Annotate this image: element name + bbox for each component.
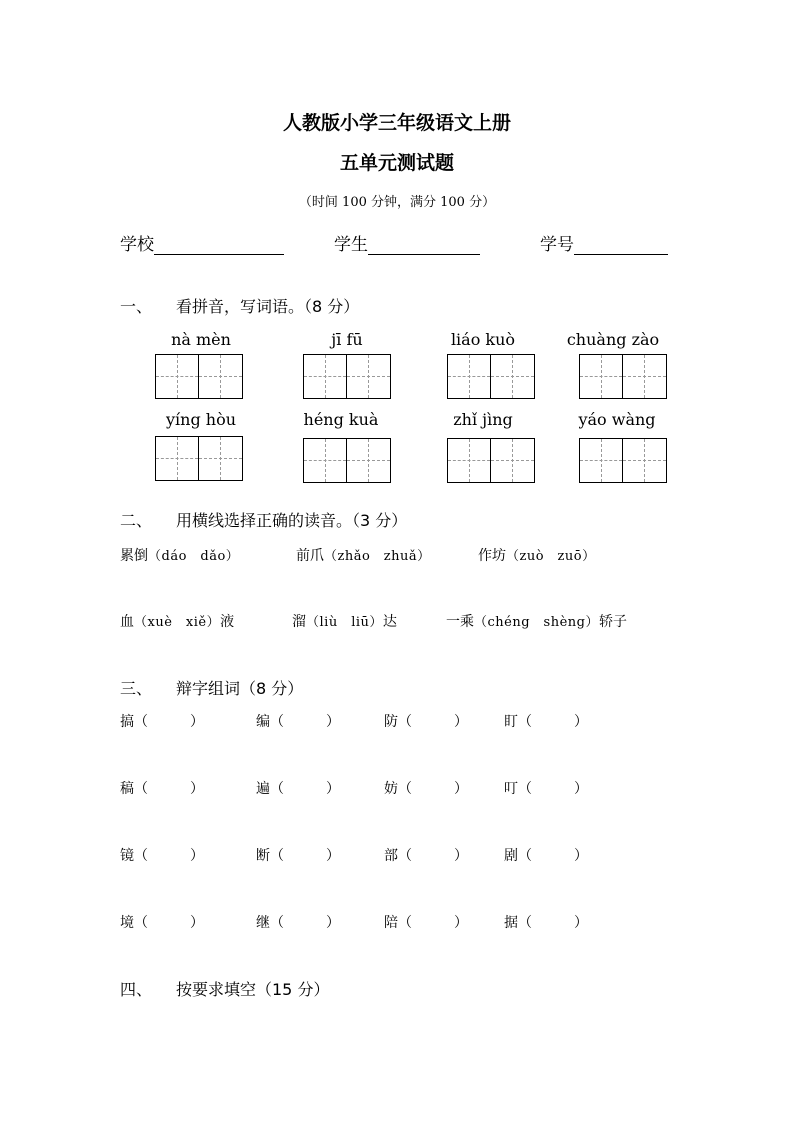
tianzige-box[interactable]: [303, 354, 391, 399]
word-group-item[interactable]: 盯（ ）: [504, 714, 588, 730]
page-title: 人教版小学三年级语文上册: [282, 112, 511, 134]
pinyin-label: chuàng zào: [566, 330, 660, 349]
number-blank[interactable]: [574, 236, 668, 255]
word-group-item[interactable]: 继（ ）: [256, 915, 340, 931]
reading-choice-item[interactable]: [296, 545, 431, 565]
reading-choice-item[interactable]: [446, 611, 627, 631]
section-4-heading: [120, 977, 329, 1000]
item-word: 作坊: [478, 548, 506, 564]
word-group-item[interactable]: 妨（ ）: [384, 781, 468, 797]
section-3-title: 辩字组词（8 分）: [176, 679, 304, 698]
student-label: 学生: [334, 235, 368, 255]
item-pinyin-options[interactable]: （zuò zuō）: [506, 549, 596, 564]
reading-choice-item[interactable]: [120, 545, 239, 565]
pinyin-label: yáo wàng: [578, 410, 656, 429]
number-field[interactable]: [540, 230, 668, 255]
reading-choice-item[interactable]: [120, 611, 234, 631]
item-word: 累倒: [120, 548, 148, 564]
item-word: 溜: [292, 614, 306, 630]
item-pinyin-options[interactable]: （zhǎo zhuǎ）: [324, 549, 431, 564]
section-2-title: 用横线选择正确的读音。（3 分）: [176, 511, 408, 530]
item-word-suffix: 达: [382, 614, 397, 630]
tianzige-box[interactable]: [447, 438, 535, 483]
word-group-item[interactable]: 剧（ ）: [504, 848, 588, 864]
section-3-number: 三、: [120, 679, 153, 698]
item-word-suffix: 轿子: [598, 614, 627, 630]
pinyin-label: yíng hòu: [165, 410, 237, 429]
item-word: 血: [120, 614, 134, 630]
item-pinyin-options[interactable]: （xuè xiě）: [134, 615, 221, 630]
pinyin-label: nà mèn: [171, 330, 231, 349]
tianzige-box[interactable]: [447, 354, 535, 399]
word-group-item[interactable]: 部（ ）: [384, 848, 468, 864]
section-1-number: 一、: [120, 297, 153, 316]
page-subtitle: 五单元测试题: [339, 152, 454, 174]
reading-choice-item[interactable]: [292, 611, 397, 631]
student-field[interactable]: [334, 230, 480, 255]
reading-choice-item[interactable]: [478, 545, 596, 565]
word-group-item[interactable]: 编（ ）: [256, 714, 340, 730]
number-label: 学号: [540, 235, 574, 255]
word-group-item[interactable]: 境（ ）: [120, 915, 204, 931]
word-group-item[interactable]: 镜（ ）: [120, 848, 204, 864]
word-group-item[interactable]: 据（ ）: [504, 915, 588, 931]
tianzige-box[interactable]: [303, 438, 391, 483]
item-word-suffix: 液: [220, 614, 235, 630]
section-4-number: 四、: [120, 980, 153, 999]
section-2-number: 二、: [120, 511, 153, 530]
word-group-item[interactable]: 稿（ ）: [120, 781, 204, 797]
item-word: 一乘: [446, 614, 474, 630]
section-1-title: 看拼音，写词语。（8 分）: [176, 297, 360, 316]
section-3-heading: [120, 676, 303, 699]
item-pinyin-options[interactable]: （liù liū）: [306, 615, 383, 630]
student-blank[interactable]: [368, 236, 480, 255]
item-pinyin-options[interactable]: （dáo dǎo）: [148, 549, 240, 564]
pinyin-label: zhǐ jìng: [453, 410, 513, 429]
pinyin-label: liáo kuò: [450, 330, 516, 349]
word-group-item[interactable]: 搞（ ）: [120, 714, 204, 730]
school-field[interactable]: [120, 230, 284, 255]
item-pinyin-options[interactable]: （chéng shèng）: [474, 615, 599, 630]
school-blank[interactable]: [154, 236, 284, 255]
word-group-item[interactable]: 防（ ）: [384, 714, 468, 730]
word-group-item[interactable]: 陪（ ）: [384, 915, 468, 931]
word-group-item[interactable]: 遍（ ）: [256, 781, 340, 797]
section-1-heading: [120, 294, 359, 317]
pinyin-label: jī fū: [331, 330, 363, 349]
pinyin-label: héng kuà: [303, 410, 379, 429]
school-label: 学校: [120, 235, 154, 255]
tianzige-box[interactable]: [579, 438, 667, 483]
tianzige-box[interactable]: [155, 354, 243, 399]
tianzige-box[interactable]: [155, 436, 243, 481]
section-4-title: 按要求填空（15 分）: [176, 980, 330, 999]
tianzige-box[interactable]: [579, 354, 667, 399]
section-2-heading: [120, 508, 407, 531]
word-group-item[interactable]: 断（ ）: [256, 848, 340, 864]
word-group-item[interactable]: 叮（ ）: [504, 781, 588, 797]
item-word: 前爪: [296, 548, 324, 564]
time-score-note: （时间 100 分钟，满分 100 分）: [298, 195, 496, 210]
